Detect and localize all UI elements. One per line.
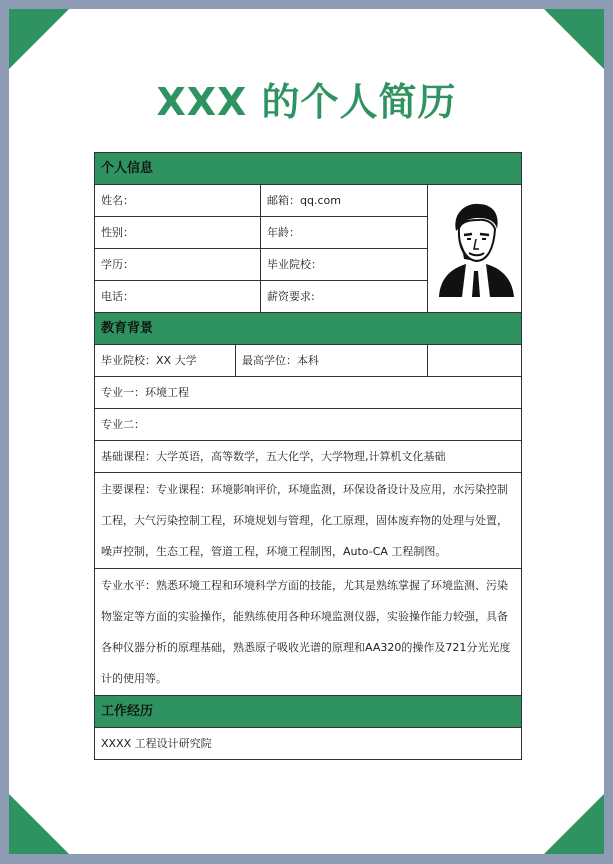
corner-decoration-top-left: [9, 9, 69, 69]
section-heading-work: 工作经历: [95, 696, 522, 728]
page-title: XXX 的个人简历: [156, 80, 457, 124]
corner-decoration-bottom-left: [9, 794, 69, 854]
main-courses-field: 主要课程：专业课程：环境影响评价，环境监测，环保设备设计及应用，水污染控制工程，大气污染控制工程，环境规划与管理，化工原理，固体废弃物的处理与处置，噪声控制，生态工程，管道工程，环境工程制图，Auto-CA 工程制图。: [95, 473, 522, 569]
work-item: XXXX 工程设计研究院: [95, 728, 522, 760]
portrait-icon: [434, 201, 516, 297]
degree-field: 最高学位：本科: [236, 345, 428, 377]
basic-courses-field: 基础课程：大学英语，高等数学，五大化学，大学物理,计算机文化基础: [95, 441, 522, 473]
corner-decoration-top-right: [544, 9, 604, 69]
salary-field: 薪资要求:: [261, 281, 428, 313]
section-heading-education: 教育背景: [95, 313, 522, 345]
graduate-school-field: 毕业院校：: [261, 249, 428, 281]
major-one-field: 专业一：环境工程: [95, 377, 522, 409]
age-field: 年龄：: [261, 217, 428, 249]
edu-school-field: 毕业院校：XX 大学: [95, 345, 236, 377]
education-field: 学历：: [95, 249, 261, 281]
resume-table: [94, 152, 522, 760]
corner-decoration-bottom-right: [544, 794, 604, 854]
resume-page: [9, 9, 604, 854]
name-field: 姓名：: [95, 185, 261, 217]
email-field: 邮箱：qq.com: [261, 185, 428, 217]
gender-field: 性别：: [95, 217, 261, 249]
photo-cell: [428, 185, 522, 313]
empty-cell: [428, 345, 522, 377]
skill-level-field: 专业水平：熟悉环境工程和环境科学方面的技能，尤其是熟练掌握了环境监测、污染物鉴定等方面的实验操作，能熟练使用各种环境监测仪器，实验操作能力较强，具备各种仪器分析的原理基础，熟悉原子吸收光谱的原理和AA320的操作及721分光光度计的使用等。: [95, 569, 522, 696]
phone-field: 电话：: [95, 281, 261, 313]
section-heading-personal: 个人信息: [95, 153, 522, 185]
major-two-field: 专业二：: [95, 409, 522, 441]
